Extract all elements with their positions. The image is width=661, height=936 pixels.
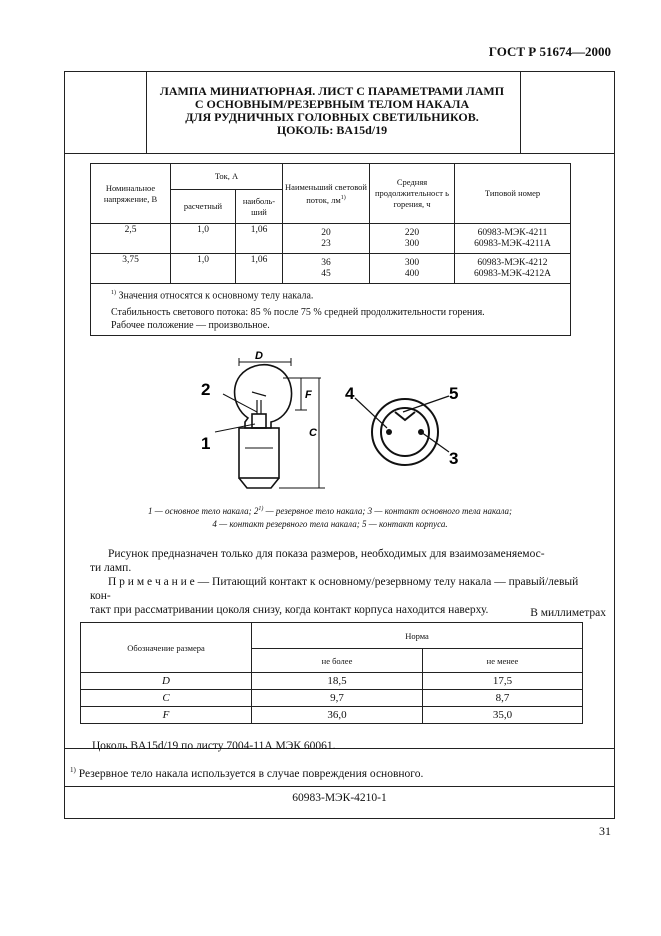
lamp-base (239, 428, 279, 478)
figure-note-line-2: ти ламп. (90, 562, 132, 574)
dimension-lines (215, 358, 325, 488)
caption-sup: 1) (258, 506, 264, 512)
table-row (81, 707, 583, 724)
table-row (91, 224, 571, 254)
figure-note (90, 547, 595, 575)
caption-text: — контакт корпуса. (366, 519, 448, 529)
life-value: 300 (404, 257, 420, 268)
col-dim-name: Обозначение размера (81, 623, 252, 673)
caption-line-2 (90, 518, 570, 531)
caption-num: 3 (367, 506, 373, 516)
type-value: 60983-МЭК-4212А (474, 268, 551, 279)
cell-flux (283, 224, 370, 254)
base-reference: Цоколь BA15d/19 по листу 7004-11А МЭК 60061. (92, 740, 336, 752)
note-2: Стабильность светового потока: 85 % после 75 % средней продолжительности горения. (111, 307, 485, 319)
caption-text: — резервное тело накала; (263, 506, 368, 516)
cell-type (455, 254, 571, 284)
note-3: Рабочее положение — произвольное. (111, 320, 270, 332)
cell-dim: D (81, 673, 252, 690)
col-current-calc: расчетный (171, 190, 236, 224)
dim-c-label: C (309, 427, 317, 439)
table-notes (91, 284, 571, 336)
cell-dim: C (81, 690, 252, 707)
col-voltage: Номинальное напряжение, В (91, 164, 171, 224)
cell-max: 1,06 (236, 224, 283, 254)
dim-d-label: D (255, 350, 263, 362)
title-line-4: ЦОКОЛЬ: BA15d/19 (276, 123, 388, 137)
life-value: 220 (404, 227, 420, 238)
footnote-sup: 1) (70, 766, 76, 774)
lamp-drawing (195, 348, 475, 500)
col-flux-label: Наименьший световой поток, лм (285, 181, 367, 205)
title-line-1: ЛАМПА МИНИАТЮРНАЯ. ЛИСТ С ПАРАМЕТРАМИ ЛАМП (159, 84, 505, 98)
leader-3 (421, 432, 449, 452)
table-row (81, 690, 583, 707)
page-title (146, 85, 518, 137)
parameters-table (90, 163, 571, 336)
col-flux (283, 164, 370, 224)
caption-num: 2 (253, 506, 259, 516)
remark (90, 575, 595, 617)
caption-text: — контакт резервного тела накала; (216, 519, 362, 529)
base-bottom (239, 478, 279, 488)
footnote (70, 766, 423, 780)
leader-4 (355, 398, 387, 428)
contact-3 (418, 429, 424, 435)
label-4: 4 (345, 384, 355, 403)
flux-value: 36 (321, 257, 331, 268)
cell-life (370, 224, 455, 254)
label-3: 3 (449, 449, 459, 468)
label-5: 5 (449, 384, 459, 403)
caption-num: 4 (212, 519, 217, 529)
life-value: 300 (404, 238, 420, 249)
cell-min: 17,5 (423, 673, 583, 690)
col-type: Типовой номер (455, 164, 571, 224)
col-current-max: наиболь-ший (236, 190, 283, 224)
col-norm: Норма (252, 623, 583, 649)
body-contact (395, 412, 415, 420)
col-life: Средняя продолжительност ь горения, ч (370, 164, 455, 224)
col-min: не менее (423, 649, 583, 673)
cell-min: 8,7 (423, 690, 583, 707)
filament-coil (252, 392, 266, 396)
remark-line-2: такт при рассматривании цоколя снизу, когда контакт корпуса находится наверху. (90, 604, 489, 616)
figure-note-line-1: Рисунок предназначен только для показа размеров, необходимых для взаимозаменяемос- (108, 548, 545, 560)
cell-max: 36,0 (252, 707, 423, 724)
contact-4 (386, 429, 392, 435)
figure-caption (90, 503, 570, 531)
code-divider (65, 786, 614, 787)
caption-line-1 (90, 503, 570, 518)
cell-flux (283, 254, 370, 284)
table-row (91, 254, 571, 284)
title-line-3: ДЛЯ РУДНИЧНЫХ ГОЛОВНЫХ СВЕТИЛЬНИКОВ. (185, 110, 479, 124)
caption-num: 1 (147, 506, 153, 516)
type-value: 60983-МЭК-4211А (474, 238, 551, 249)
caption-num: 5 (361, 519, 367, 529)
remark-line-1 (90, 575, 595, 603)
label-1: 1 (201, 434, 211, 453)
notes-row (91, 284, 571, 336)
cell-type (455, 224, 571, 254)
cell-max: 1,06 (236, 254, 283, 284)
remark-text: — Питающий контакт к основному/резервному телу накала — правый/левый кон- (90, 576, 579, 602)
col-max: не более (252, 649, 423, 673)
cell-max: 18,5 (252, 673, 423, 690)
lamp-bottom-view (355, 396, 449, 465)
sheet-code: 60983-МЭК-4210-1 (292, 792, 387, 804)
label-2: 2 (201, 380, 211, 399)
cell-dim: F (81, 707, 252, 724)
note-1 (111, 287, 550, 302)
note-1-text: Значения относятся к основному телу накала. (118, 290, 314, 302)
cell-max: 9,7 (252, 690, 423, 707)
flux-value: 20 (321, 227, 331, 238)
title-line-2: С ОСНОВНЫМ/РЕЗЕРВНЫМ ТЕЛОМ НАКАЛА (194, 97, 470, 111)
cell-life (370, 254, 455, 284)
title-right-border (520, 72, 521, 153)
footnote-text: Резервное тело накала используется в случае повреждения основного. (78, 767, 424, 780)
dim-f-label: F (305, 389, 312, 401)
standard-number: ГОСТ Р 51674—2000 (488, 44, 611, 59)
caption-text: — основное тело накала; (152, 506, 254, 516)
title-divider (65, 153, 614, 154)
flux-value: 45 (321, 268, 331, 279)
table-row (81, 673, 583, 690)
caption-text: — контакт основного тела накала; (372, 506, 513, 516)
flux-value: 23 (321, 238, 331, 249)
col-current: Ток, А (171, 164, 283, 190)
life-value: 400 (404, 268, 420, 279)
remark-head: П р и м е ч а н и е (108, 576, 195, 588)
filament-mount (252, 414, 266, 428)
type-value: 60983-МЭК-4212 (477, 257, 548, 268)
note-1-sup: 1) (111, 290, 116, 296)
cell-calc: 1,0 (171, 224, 236, 254)
col-flux-sup: 1) (340, 194, 346, 201)
cell-min: 35,0 (423, 707, 583, 724)
cell-voltage: 3,75 (91, 254, 171, 284)
cell-voltage: 2,5 (91, 224, 171, 254)
dimensions-table (80, 622, 583, 724)
type-value: 60983-МЭК-4211 (477, 227, 548, 238)
units-label: В миллиметрах (530, 607, 606, 619)
cell-calc: 1,0 (171, 254, 236, 284)
page-number: 31 (599, 824, 611, 838)
bulb-outline (235, 365, 292, 428)
